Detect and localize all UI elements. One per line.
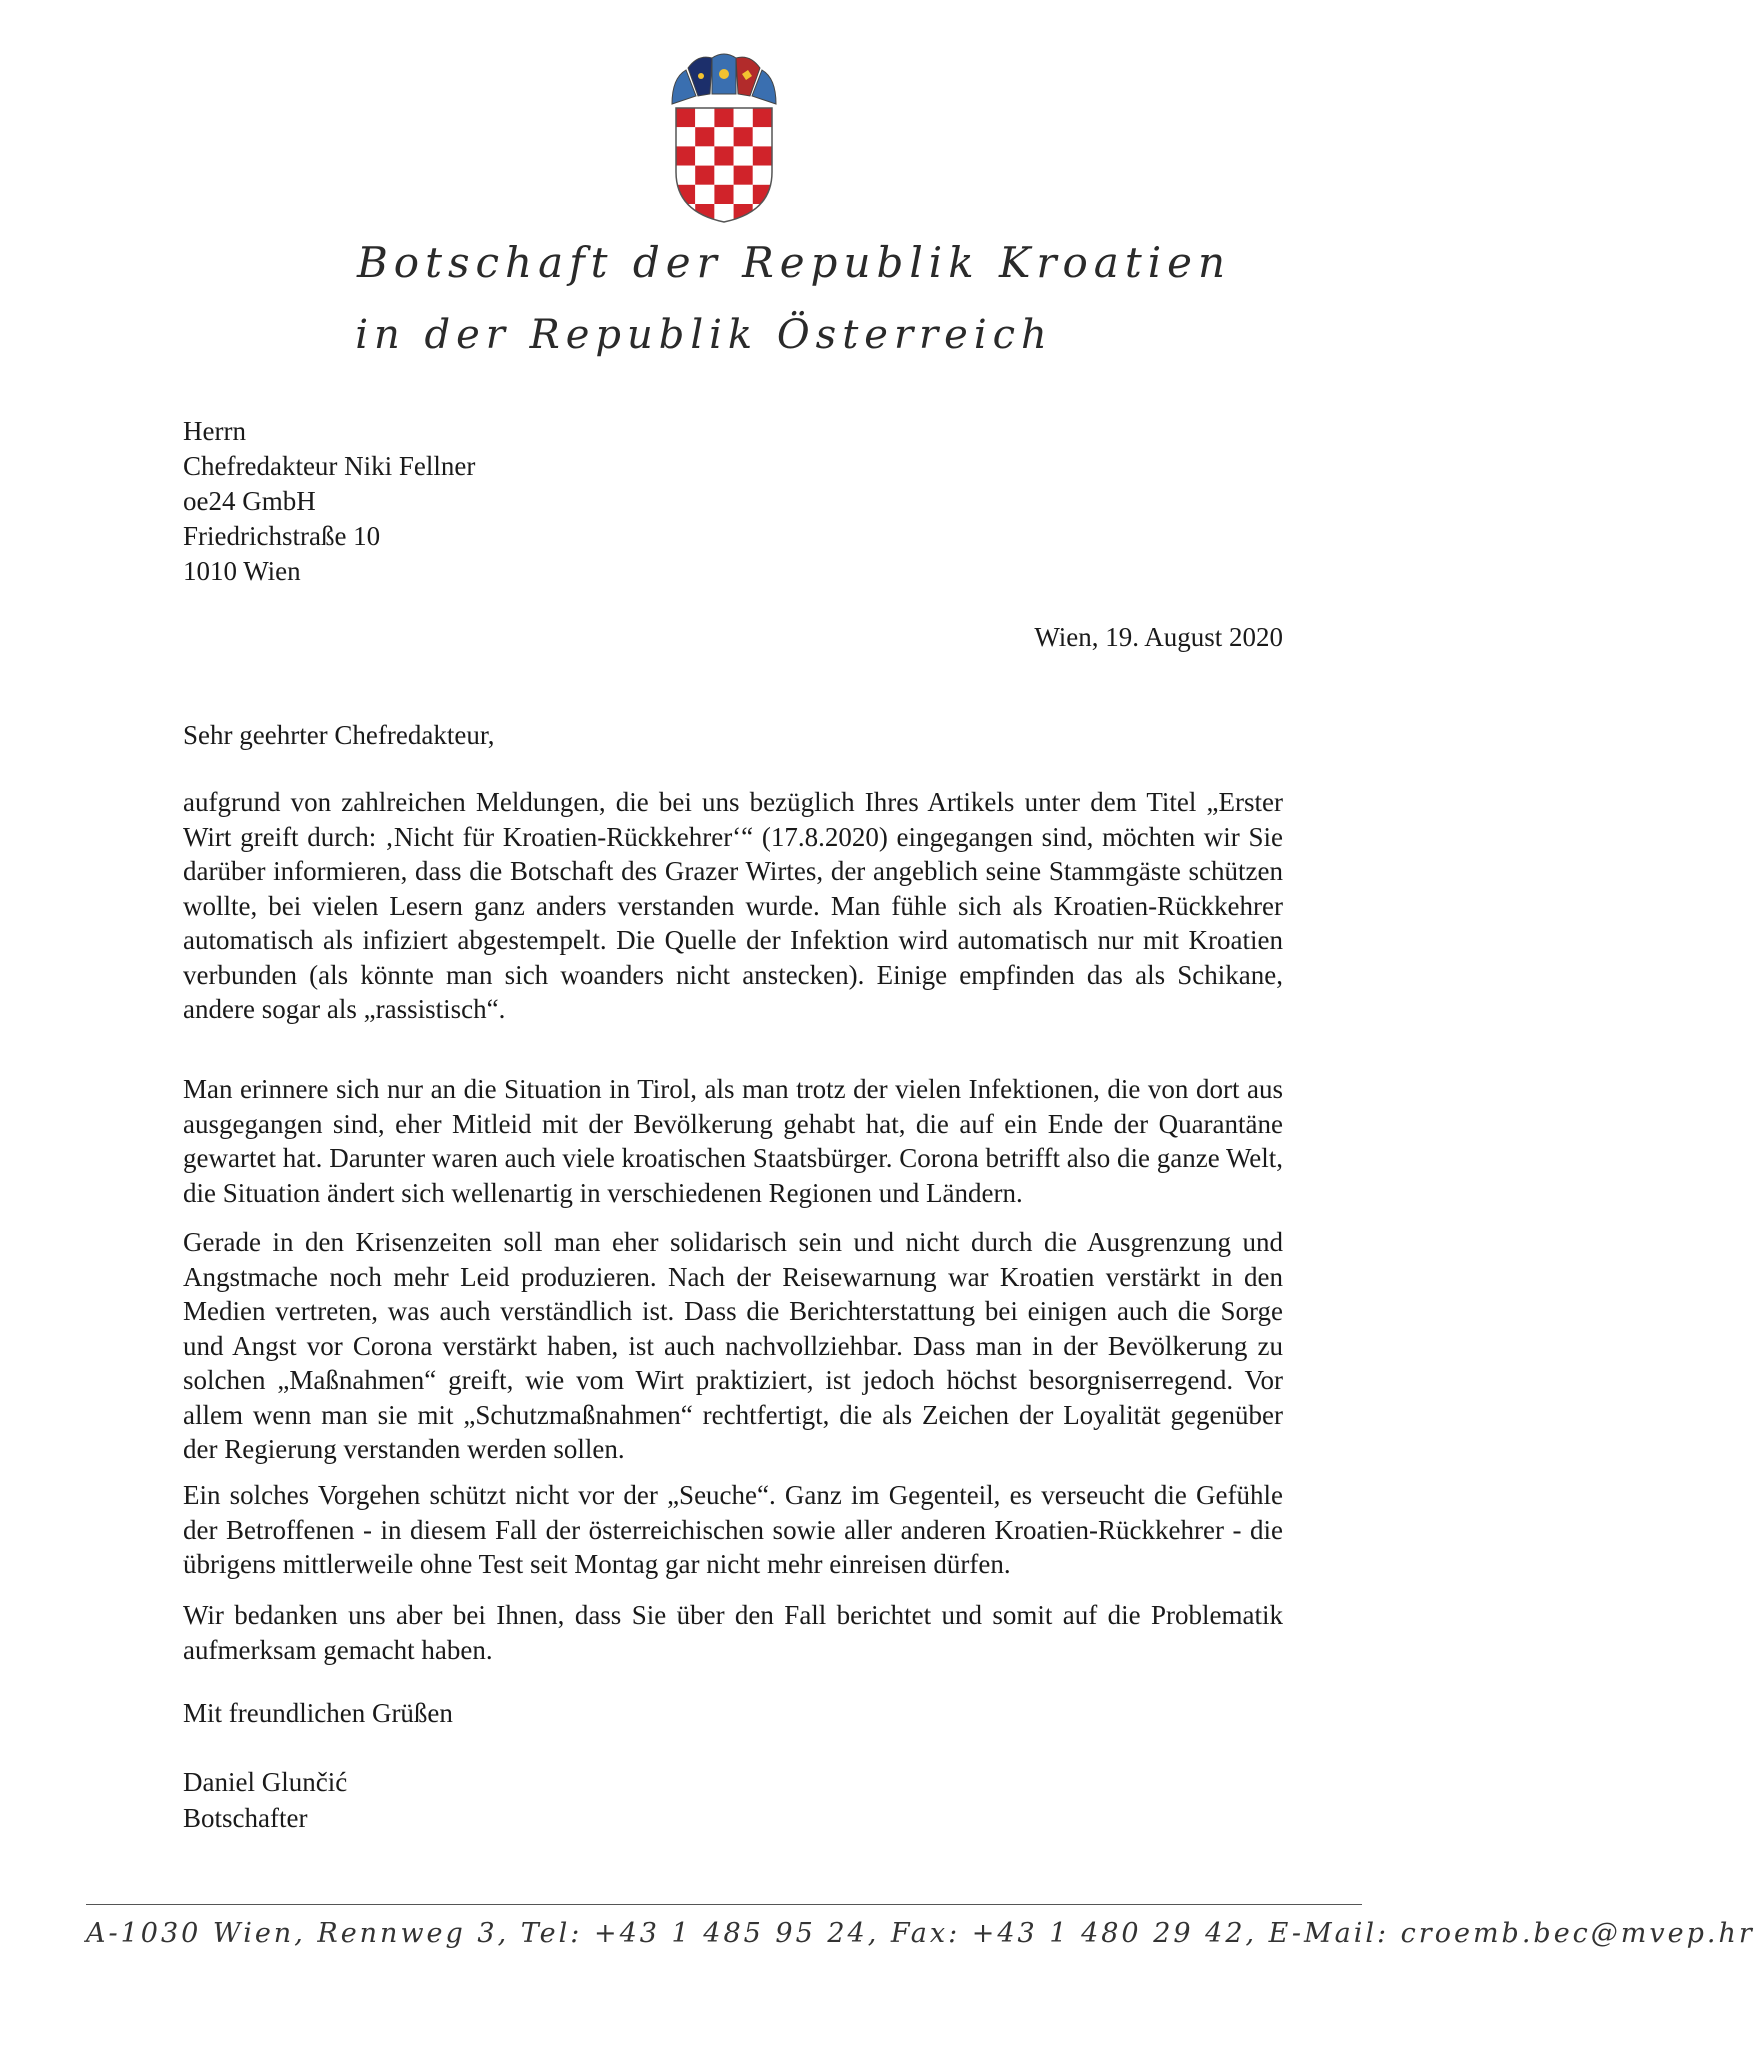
body-paragraph: Ein solches Vorgehen schützt nicht vor der „Seuche“. Ganz im Gegenteil, es verseucht die Gefühle der Betroffenen - in diesem Fall der österreichischen sowie aller anderen Kroatien-Rückkehrer - die übrigens mittlerweile ohne Test seit Montag gar nicht mehr einreisen dürfen. xyxy=(183,1480,1283,1579)
recipient-line: Chefredakteur Niki Fellner xyxy=(183,451,476,481)
checker-square xyxy=(734,127,753,146)
checker-square xyxy=(676,108,695,127)
checker-square xyxy=(753,108,772,127)
body-paragraph: Gerade in den Krisenzeiten soll man eher solidarisch sein und nicht durch die Ausgrenzung und Angstmache noch mehr Leid produzieren. Nach der Reisewarnung war Kroatien verstärkt in den Medien vertreten, was auch verständlich ist. Dass die Berichterstattung bei einigen auch die Sorge und Angst vor Corona verstärkt haben, ist auch nachvollziehbar. Dass man in der Bevölkerung zu solchen „Maßnahmen“ greift, wie vom Wirt praktiziert, ist jedoch höchst besorgniserregend. Vor allem wenn man sie mit „Schutzmaßnahmen“ rechtfertigt, die als Zeichen der Loyalität gegenüber der Regierung verstanden werden sollen. xyxy=(183,1227,1283,1464)
body-paragraph: Man erinnere sich nur an die Situation in Tirol, als man trotz der vielen Infektionen, die von dort aus ausgegangen sind, eher Mitleid mit der Bevölkerung gehabt hat, die auf ein Ende der Quarantäne gewartet hat. Darunter waren auch viele kroatischen Staatsbürger. Corona betrifft also die ganze Welt, die Situation ändert sich wellenartig in verschiedenen Regionen und Ländern. xyxy=(183,1074,1283,1208)
checker-square xyxy=(714,166,733,185)
checker-square xyxy=(734,108,753,127)
footer-contact: A-1030 Wien, Rennweg 3, Tel: +43 1 485 95 24, Fax: +43 1 480 29 42, E-Mail: croemb.bec@mvep.hr xyxy=(86,1918,1755,1949)
signature-block xyxy=(183,1764,347,1836)
checker-square xyxy=(734,166,753,185)
recipient-line: oe24 GmbH xyxy=(183,486,316,516)
footer-divider xyxy=(86,1904,1362,1905)
checker-square xyxy=(734,146,753,165)
body-paragraph: aufgrund von zahlreichen Meldungen, die bei uns bezüglich Ihres Artikels unter dem Titel „Erster Wirt greift durch: ‚Nicht für Kroatien-Rückkehrer‘“ (17.8.2020) eingegangen sind, möchten wir Sie darüber informieren, dass die Botschaft des Grazer Wirtes, der angeblich seine Stammgäste schützen wollte, bei vielen Lesern ganz anders verstanden wurde. Man fühle sich als Kroatien-Rückkehrer automatisch als infiziert abgestempelt. Die Quelle der Infektion wird automatisch nur mit Kroatien verbunden (als könnte man sich woanders nicht anstecken). Einige empfinden das als Schikane, andere sogar als „rassistisch“. xyxy=(183,787,1283,1024)
checker-square xyxy=(714,185,733,204)
salutation: Sehr geehrter Chefredakteur, xyxy=(183,720,495,750)
checker-square xyxy=(676,204,695,223)
checker-square xyxy=(676,146,695,165)
coat-of-arms-icon xyxy=(666,52,782,224)
checker-square xyxy=(695,204,714,223)
checker-square xyxy=(734,185,753,204)
checker-square xyxy=(714,146,733,165)
checker-square xyxy=(695,127,714,146)
checker-square xyxy=(753,146,772,165)
checker-square xyxy=(676,127,695,146)
checker-square xyxy=(695,108,714,127)
checker-square xyxy=(753,166,772,185)
checker-square xyxy=(734,204,753,223)
closing: Mit freundlichen Grüßen xyxy=(183,1698,453,1728)
recipient-line: 1010 Wien xyxy=(183,556,301,586)
signer-title: Botschafter xyxy=(183,1803,308,1833)
recipient-line: Herrn xyxy=(183,416,246,446)
letterhead-line-2: in der Republik Österreich xyxy=(355,312,1053,358)
checker-square xyxy=(714,108,733,127)
checker-square xyxy=(695,185,714,204)
letterhead-line-1: Botschaft der Republik Kroatien xyxy=(356,238,1232,287)
checker-square xyxy=(753,204,772,223)
letter-date: Wien, 19. August 2020 xyxy=(1034,622,1283,652)
checker-square xyxy=(695,166,714,185)
recipient-line: Friedrichstraße 10 xyxy=(183,521,381,551)
checker-square xyxy=(676,166,695,185)
body-paragraph: Wir bedanken uns aber bei Ihnen, dass Sie über den Fall berichtet und somit auf die Problematik aufmerksam gemacht haben. xyxy=(183,1600,1283,1665)
checker-square xyxy=(753,127,772,146)
signer-name: Daniel Glunčić xyxy=(183,1767,348,1797)
checker-square xyxy=(714,127,733,146)
checker-square xyxy=(695,146,714,165)
recipient-address xyxy=(183,414,475,589)
